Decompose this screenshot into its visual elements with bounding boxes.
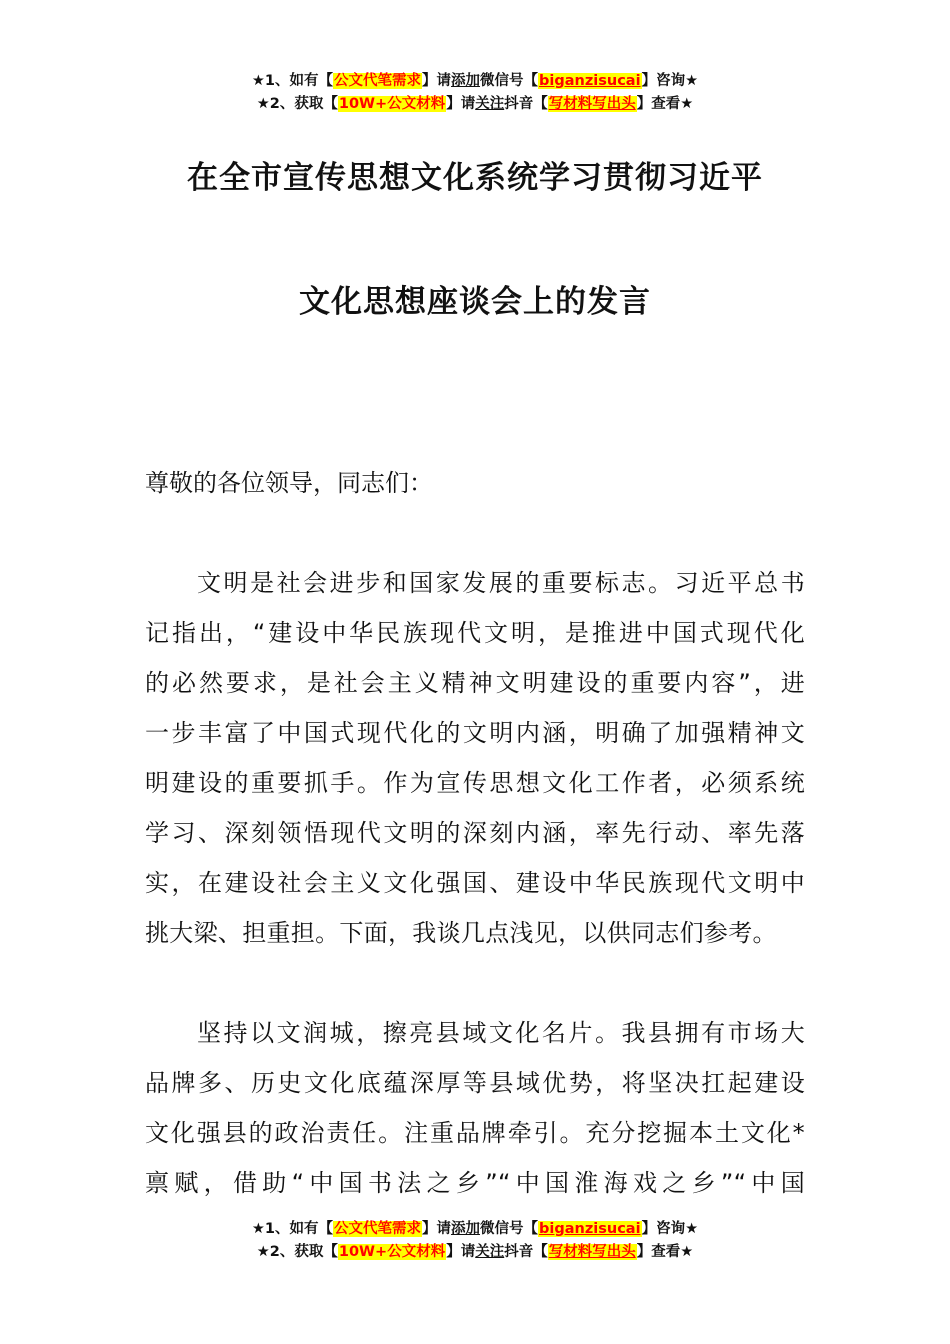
paragraph-line: 品牌多、历史文化底蕴深厚等县域优势，将坚决扛起建设	[145, 1069, 805, 1097]
paragraph-line: 禀赋，借助“中国书法之乡”“中国淮海戏之乡”“中国	[145, 1169, 805, 1197]
footer-highlight-materials: 10W+公文材料	[338, 1244, 446, 1260]
banner-highlight-douyin: 写材料写出头	[548, 96, 636, 112]
banner-line-1-prefix: ★1、如有【	[251, 73, 334, 89]
paragraph-line: 记指出，“建设中华民族现代文明，是推进中国式现代化	[145, 619, 805, 647]
footer-underline-follow: 关注	[475, 1244, 505, 1260]
banner-underline-follow: 关注	[475, 96, 505, 112]
footer-banner	[0, 1218, 950, 1264]
footer-line-2-mid: 】请	[446, 1244, 476, 1260]
paragraph-line: 坚持以文润城，擦亮县域文化名片。我县拥有市场大	[197, 1019, 805, 1047]
paragraph-line: 实，在建设社会主义文化强国、建设中华民族现代文明中	[145, 869, 805, 897]
footer-line-2-suffix: 】查看★	[636, 1244, 694, 1260]
paragraph-line: 文化强县的政治责任。注重品牌牵引。充分挖掘本土文化*	[145, 1119, 805, 1147]
banner-highlight-service: 公文代笔需求	[334, 73, 422, 89]
paragraph-line: 一步丰富了中国式现代化的文明内涵，明确了加强精神文	[145, 719, 805, 747]
paragraph-line: 挑大梁、担重担。下面，我谈几点浅见，以供同志们参考。	[145, 919, 777, 947]
footer-banner-line-1	[0, 1218, 950, 1241]
document-title-line-2: 文化思想座谈会上的发言	[299, 284, 651, 320]
footer-line-1-mid: 】请	[422, 1221, 452, 1237]
banner-line-1-mid2: 微信号【	[480, 73, 539, 89]
footer-line-2-mid2: 抖音【	[504, 1244, 548, 1260]
header-banner	[0, 70, 950, 116]
banner-line-2-prefix: ★2、获取【	[256, 96, 338, 112]
banner-line-2-mid2: 抖音【	[504, 96, 548, 112]
footer-line-1-suffix: 】咨询★	[641, 1221, 699, 1237]
footer-line-1-mid2: 微信号【	[480, 1221, 539, 1237]
paragraph-2	[145, 1016, 805, 1216]
footer-highlight-service: 公文代笔需求	[334, 1221, 422, 1237]
banner-highlight-wechat-id: biganzisucai	[539, 73, 641, 89]
document-title-line-1: 在全市宣传思想文化系统学习贯彻习近平	[187, 160, 763, 196]
banner-underline-add: 添加	[451, 73, 481, 89]
banner-line-2	[0, 93, 950, 116]
banner-line-2-suffix: 】查看★	[636, 96, 694, 112]
paragraph-line: 学习、深刻领悟现代文明的深刻内涵，率先行动、率先落	[145, 819, 805, 847]
paragraph-line: 的必然要求，是社会主义精神文明建设的重要内容”，进	[145, 669, 805, 697]
paragraph-line: 文明是社会进步和国家发展的重要标志。习近平总书	[197, 569, 805, 597]
greeting: 尊敬的各位领导，同志们：	[145, 469, 433, 497]
paragraph-1	[145, 566, 805, 966]
footer-underline-add: 添加	[451, 1221, 481, 1237]
banner-line-1-mid: 】请	[422, 73, 452, 89]
banner-line-1-suffix: 】咨询★	[641, 73, 699, 89]
banner-highlight-materials: 10W+公文材料	[338, 96, 446, 112]
paragraph-line: 明建设的重要抓手。作为宣传思想文化工作者，必须系统	[145, 769, 805, 797]
banner-line-2-mid: 】请	[446, 96, 476, 112]
footer-line-1-prefix: ★1、如有【	[251, 1221, 334, 1237]
footer-banner-line-2	[0, 1241, 950, 1264]
footer-line-2-prefix: ★2、获取【	[256, 1244, 338, 1260]
banner-line-1	[0, 70, 950, 93]
footer-highlight-douyin: 写材料写出头	[548, 1244, 636, 1260]
footer-highlight-wechat-id: biganzisucai	[539, 1221, 641, 1237]
